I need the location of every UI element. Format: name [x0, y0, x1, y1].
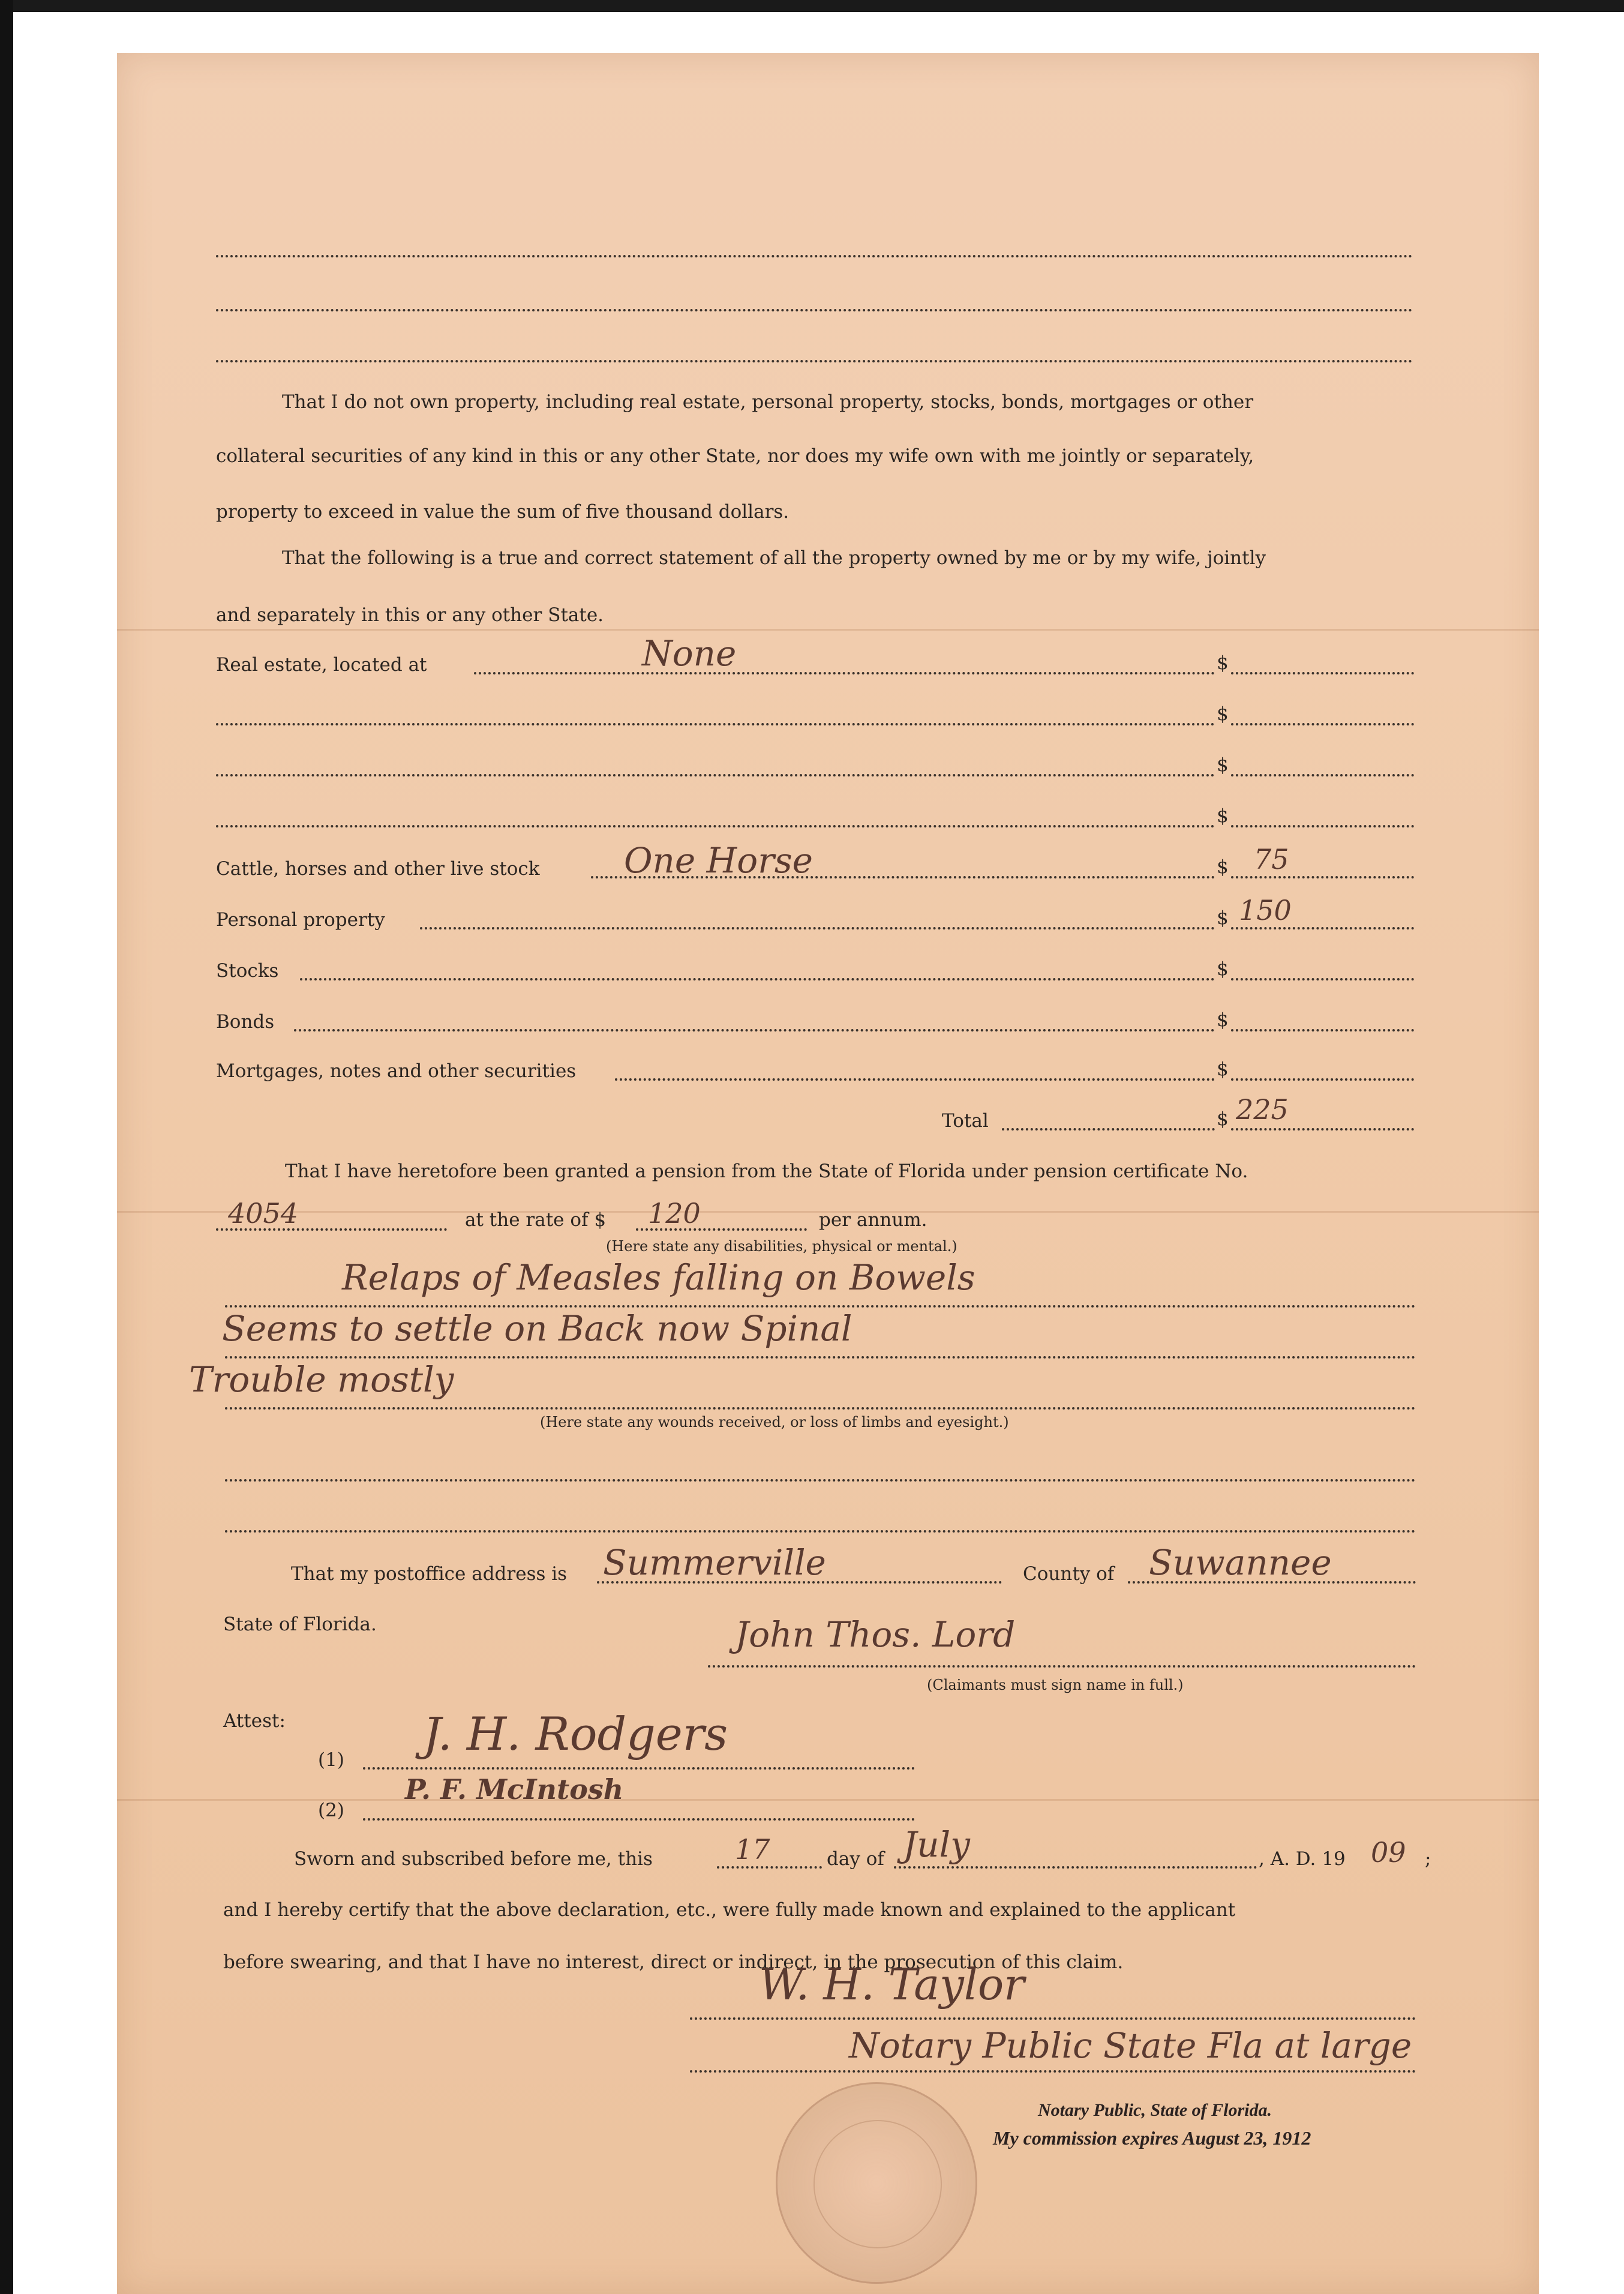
county-label: County of	[1023, 1563, 1115, 1585]
total-label: Total	[942, 1110, 989, 1132]
dollar-sign: $	[1217, 805, 1229, 827]
stocks-label: Stocks	[216, 960, 279, 982]
attest-one-signature: J. H. Rodgers	[423, 1707, 728, 1761]
postoffice-value: Summerville	[603, 1542, 826, 1583]
fold-line	[117, 629, 1539, 631]
day-of-label: day of	[827, 1848, 884, 1870]
bonds-label: Bonds	[216, 1011, 275, 1033]
amount-line	[1231, 1029, 1414, 1031]
notary-title: Notary Public State Fla at large	[849, 2025, 1412, 2066]
sworn-text: Sworn and subscribed before me, this	[294, 1848, 653, 1870]
blank-line	[216, 255, 1413, 257]
blank-line	[225, 1530, 1416, 1533]
amount-line	[1231, 825, 1414, 827]
blank-line	[225, 1479, 1416, 1482]
dollar-sign: $	[1217, 652, 1229, 674]
amount-line	[1231, 723, 1414, 725]
county-value: Suwannee	[1149, 1542, 1332, 1583]
amount-line	[1231, 672, 1414, 674]
mortgages-label: Mortgages, notes and other securities	[216, 1060, 577, 1082]
cattle-amount: 75	[1254, 843, 1289, 875]
amount-line	[1231, 876, 1414, 878]
amount-line	[1231, 1128, 1414, 1130]
wounds-note: (Here state any wounds received, or loss of limbs and eyesight.)	[540, 1414, 1009, 1431]
disabilities-note: (Here state any disabilities, physical or mental.)	[606, 1238, 957, 1255]
fill-line	[225, 1356, 1416, 1359]
amount-line	[1231, 927, 1414, 929]
sworn-day: 17	[735, 1833, 770, 1866]
real-estate-value: None	[642, 633, 737, 674]
signature-note: (Claimants must sign name in full.)	[927, 1677, 1184, 1693]
cattle-label: Cattle, horses and other live stock	[216, 858, 540, 880]
declaration-text: collateral securities of any kind in this or any other State, nor does my wife own with me jointly or separately,	[216, 445, 1254, 467]
personal-property-label: Personal property	[216, 909, 385, 931]
dollar-sign: $	[1217, 958, 1229, 980]
rate-value: 120	[648, 1197, 701, 1230]
real-estate-label: Real estate, located at	[216, 654, 427, 676]
dollar-sign: $	[1217, 1009, 1229, 1031]
declaration-text: property to exceed in value the sum of five thousand dollars.	[216, 501, 790, 523]
attest-one-label: (1)	[318, 1749, 344, 1771]
stamp-line-2: My commission expires August 23, 1912	[993, 2127, 1311, 2149]
fill-line	[216, 774, 1215, 776]
fill-line	[363, 1818, 915, 1821]
cattle-value: One Horse	[624, 840, 813, 881]
notary-signature: W. H. Taylor	[759, 1959, 1025, 2010]
state-line: State of Florida.	[223, 1614, 377, 1635]
blank-line	[216, 309, 1413, 311]
scan-frame-top	[0, 0, 1624, 12]
fill-line	[717, 1866, 822, 1869]
fill-line	[420, 927, 1215, 929]
address-label: That my postoffice address is	[291, 1563, 568, 1585]
fill-line	[300, 978, 1215, 980]
certify-text: before swearing, and that I have no interest, direct or indirect, in the prosecution of this claim.	[223, 1951, 1124, 1973]
personal-amount: 150	[1239, 894, 1292, 926]
amount-line	[1231, 1078, 1414, 1081]
seal-inner-ring	[813, 2120, 942, 2248]
dollar-sign: $	[1217, 1058, 1229, 1080]
signature-line	[690, 2070, 1416, 2073]
signature-line	[708, 1665, 1416, 1668]
dollar-sign: $	[1217, 856, 1229, 878]
amount-line	[1231, 978, 1414, 980]
attest-two-label: (2)	[318, 1800, 344, 1821]
fill-line	[1002, 1128, 1215, 1130]
stamp-line-1: Notary Public, State of Florida.	[1038, 2100, 1272, 2120]
dollar-sign: $	[1217, 907, 1229, 929]
blank-line	[216, 360, 1413, 362]
amount-line	[1231, 774, 1414, 776]
dollar-sign: $	[1217, 703, 1229, 725]
certify-text: and I hereby certify that the above declaration, etc., were fully made known and explained to the applicant	[223, 1899, 1236, 1921]
signature-line	[690, 2017, 1416, 2020]
scan-frame-left	[0, 0, 13, 2294]
total-amount: 225	[1236, 1093, 1289, 1126]
fill-line	[615, 1078, 1215, 1081]
fill-line	[216, 723, 1215, 725]
certificate-number: 4054	[228, 1197, 299, 1230]
rate-suffix: per annum.	[819, 1209, 927, 1231]
rate-label: at the rate of $	[465, 1209, 607, 1231]
disability-line-1: Relaps of Measles falling on Bowels	[342, 1257, 975, 1298]
notary-seal	[776, 2082, 977, 2284]
attest-two-signature: P. F. McIntosh	[405, 1773, 624, 1806]
fill-line	[894, 1866, 1257, 1869]
pension-text: That I have heretofore been granted a pension from the State of Florida under pension certificate No.	[285, 1161, 1248, 1182]
fill-line	[216, 825, 1215, 827]
disability-line-3: Trouble mostly	[189, 1359, 454, 1400]
fill-line	[225, 1407, 1416, 1410]
fill-line	[363, 1767, 915, 1770]
punct: ;	[1425, 1848, 1431, 1870]
sworn-month: July	[903, 1824, 970, 1865]
fill-line	[225, 1305, 1416, 1308]
declaration-text: and separately in this or any other State.	[216, 604, 604, 626]
claimant-signature: John Thos. Lord	[735, 1614, 1016, 1655]
dollar-sign: $	[1217, 1108, 1229, 1130]
disability-line-2: Seems to settle on Back now Spinal	[222, 1308, 852, 1349]
dollar-sign: $	[1217, 754, 1229, 776]
ad-label: , A. D. 19	[1259, 1848, 1346, 1870]
declaration-text: That I do not own property, including real estate, personal property, stocks, bonds, mortgages or other	[282, 391, 1254, 413]
fill-line	[294, 1029, 1215, 1031]
declaration-text: That the following is a true and correct statement of all the property owned by me or by my wife, jointly	[282, 547, 1266, 569]
sworn-year: 09	[1371, 1836, 1406, 1869]
attest-label: Attest:	[223, 1710, 286, 1732]
fill-line	[474, 672, 1215, 674]
